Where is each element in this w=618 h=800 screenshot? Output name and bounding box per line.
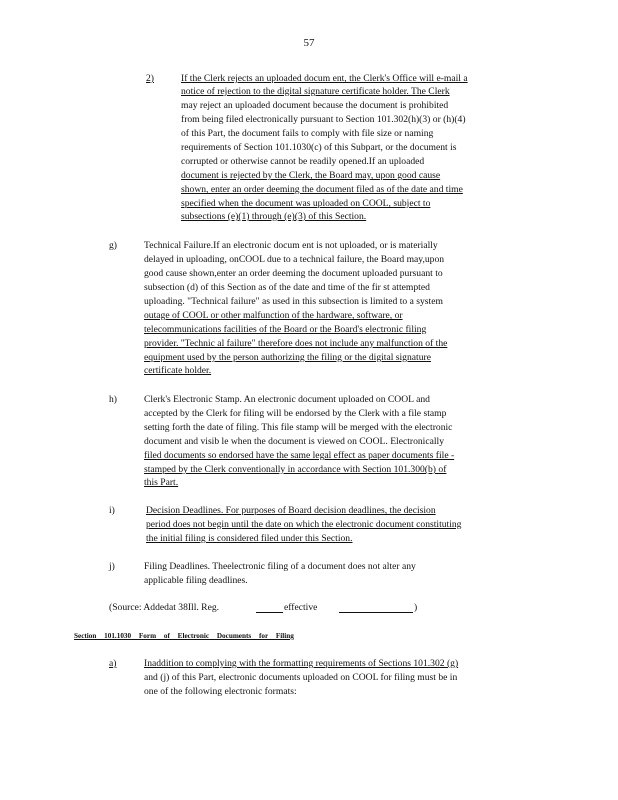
item-g-line: subsection (d) of this Section as of the date and time of the fir st attempted: [144, 282, 430, 293]
item-g-line: outage of COOL or other malfunction of the hardware, software, or: [144, 310, 403, 321]
item-h-line: accepted by the Clerk for filing will be endorsed by the Clerk with a file stamp: [144, 408, 447, 419]
item-h-line: this Part.: [144, 477, 179, 488]
item-2-label: 2): [146, 73, 154, 84]
section-heading: Section 101.1030 Form of Electronic Documents for Filing: [74, 632, 294, 640]
item-a-line: and (j) of this Part, electronic documents uploaded on COOL for filing must be in: [144, 672, 458, 683]
item-2-line: document is rejected by the Clerk, the Board may, upon good cause: [181, 170, 441, 181]
item-j-line: applicable filing deadlines.: [144, 575, 248, 586]
item-h-line: stamped by the Clerk conventionally in accordance with Section 101.300(b) of: [144, 464, 447, 475]
item-2-line: shown, enter an order deeming the document filed as of the date and time: [181, 184, 463, 195]
item-j-label: j): [109, 561, 115, 572]
item-i-line: the initial filing is considered filed under this Section.: [146, 533, 353, 544]
item-g-line: telecommunications facilities of the Board or the Board's electronic filing: [144, 324, 427, 335]
item-a-label: a): [109, 658, 117, 669]
page-number: 57: [303, 37, 315, 49]
item-2-line: corrupted or otherwise cannot be readily opened.If an uploaded: [181, 156, 425, 167]
item-2-line: notice of rejection to the digital signature certificate holder. The Clerk: [181, 86, 450, 97]
item-g-line: good cause shown,enter an order deeming the document uploaded pursuant to: [144, 268, 443, 279]
item-g-line: equipment used by the person authorizing the filing or the digital signature: [144, 352, 431, 363]
item-2-line: of this Part, the document fails to comply with file size or naming: [181, 128, 434, 139]
item-h-line: document and visib le when the document is viewed on COOL. Electronically: [144, 436, 444, 447]
item-i-label: i): [109, 505, 115, 516]
item-2-line: specified when the document was uploaded on COOL, subject to: [181, 198, 431, 209]
blank-line: [256, 612, 283, 613]
blank-line: [339, 612, 413, 613]
item-2-line: If the Clerk rejects an uploaded docum ent, the Clerk's Office will e-mail a: [181, 73, 468, 84]
item-g-line: Technical Failure.If an electronic docum ent is not uploaded, or is materially: [144, 240, 438, 251]
source-effective: effective: [284, 602, 318, 613]
item-j-line: Filing Deadlines. Theelectronic filing of a document does not alter any: [144, 561, 416, 572]
item-g-line: certificate holder.: [144, 365, 212, 376]
item-g-line: uploading. "Technical failure" as used in this subsection is limited to a system: [144, 296, 443, 307]
item-h-line: setting forth the date of filing. This file stamp will be merged with the electronic: [144, 422, 453, 433]
item-h-line: Clerk's Electronic Stamp. An electronic document uploaded on COOL and: [144, 394, 430, 405]
item-a-line: one of the following electronic formats:: [144, 686, 297, 697]
item-2-line: from being filed electronically pursuant to Section 101.302(h)(3) or (h)(4): [181, 114, 466, 125]
item-h-line: filed documents so endorsed have the same legal effect as paper documents file -: [144, 450, 455, 461]
item-g-line: delayed in uploading, onCOOL due to a technical failure, the Board may,upon: [144, 254, 445, 265]
item-g-line: provider. "Technic al failure" therefore does not include any malfunction of the: [144, 338, 448, 349]
item-2-line: may reject an uploaded document because the document is prohibited: [181, 100, 449, 111]
item-2-line: subsections (e)(1) through (e)(3) of this Section.: [181, 211, 367, 222]
source-prefix: (Source: Addedat 38Ill. Reg.: [109, 602, 220, 613]
item-a-line: Inaddition to complying with the formatting requirements of Sections 101.302 (g): [144, 658, 459, 669]
item-i-line: Decision Deadlines. For purposes of Board decision deadlines, the decision: [146, 505, 436, 516]
item-2-line: requirements of Section 101.1030(c) of this Subpart, or the document is: [181, 142, 457, 153]
item-h-label: h): [109, 394, 117, 405]
source-close: ): [414, 602, 418, 613]
item-g-label: g): [109, 240, 117, 251]
item-i-line: period does not begin until the date on which the electronic document constituting: [146, 519, 462, 530]
